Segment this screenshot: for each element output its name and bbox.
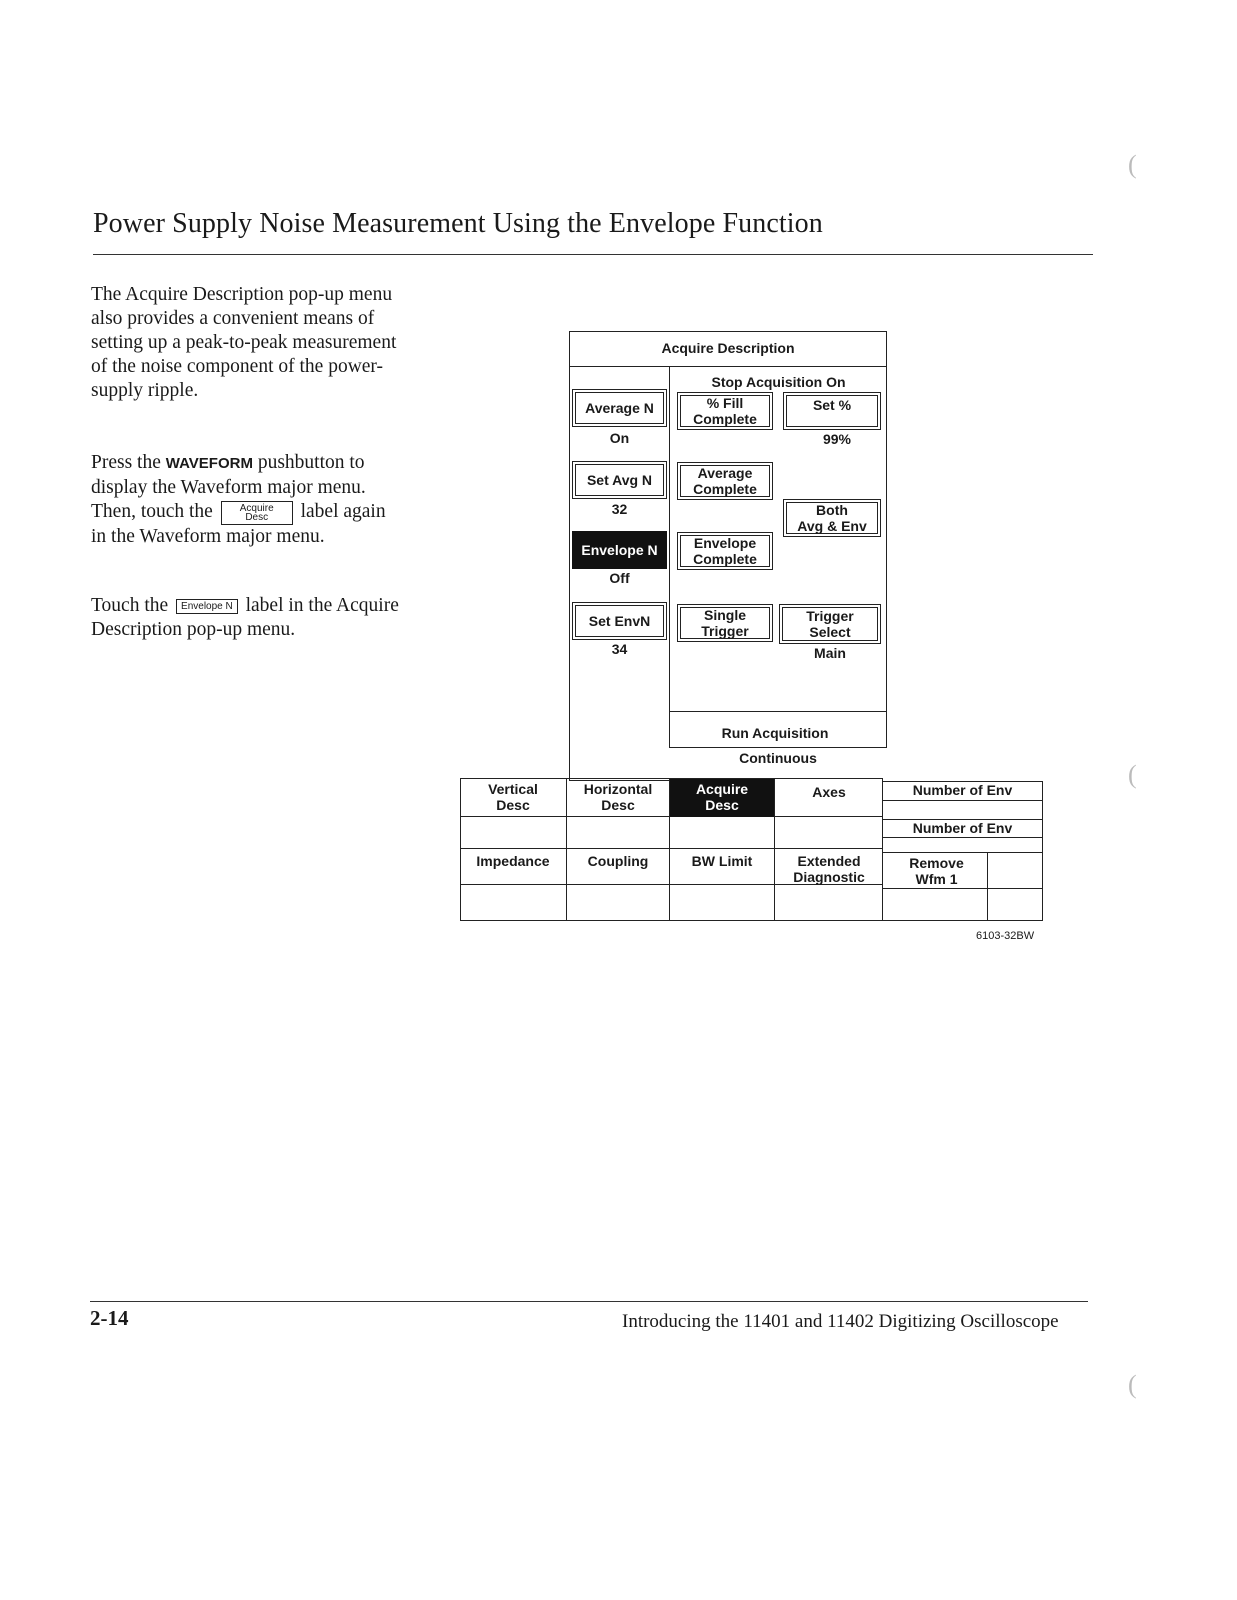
set-avg-n-button[interactable]	[572, 461, 667, 499]
coupling-button[interactable]	[567, 853, 669, 883]
axes-button[interactable]	[775, 784, 883, 816]
inline-acquire-line2: Desc	[245, 511, 269, 523]
average-n-button[interactable]	[572, 389, 667, 427]
para3-text-b: label in the Acquire Description pop-up menu.	[91, 595, 399, 640]
footer-text: Introducing the 11401 and 11402 Digitizing Oscilloscope	[622, 1311, 1059, 1332]
envelope-complete-button[interactable]	[677, 532, 773, 570]
set-envn-button[interactable]	[572, 602, 667, 640]
grid-hline-2	[460, 848, 883, 849]
number-of-env-label-2[interactable]	[882, 820, 1043, 838]
envelope-n-label: Envelope N	[581, 542, 658, 558]
binding-hole-mark: (	[1128, 760, 1137, 789]
fill-complete-line2: Complete	[693, 411, 757, 427]
page-title: Power Supply Noise Measurement Using the Envelope Function	[93, 208, 823, 239]
impedance-button[interactable]	[460, 853, 566, 883]
average-complete-button[interactable]	[677, 462, 773, 500]
both-avg-env-line2: Avg & Env	[797, 518, 867, 534]
horizontal-desc-line2: Desc	[601, 797, 635, 813]
para2-text-a: Press the	[91, 452, 161, 473]
extended-diagnostic-line2: Diagnostic	[793, 869, 865, 885]
horizontal-desc-line1: Horizontal	[583, 781, 653, 797]
fill-complete-line1: % Fill	[706, 395, 744, 411]
trigger-select-value: Main	[814, 645, 846, 661]
paragraph-intro: The Acquire Description pop-up menu also provides a convenient means of setting up a peak-to-peak measurement of the noise component of the power-supply ripple.	[91, 284, 397, 401]
right-hline-5	[882, 888, 1043, 889]
run-continuous-button[interactable]	[669, 748, 887, 781]
envelope-complete-line1: Envelope	[693, 535, 757, 551]
acquire-desc-line2: Desc	[705, 797, 739, 813]
set-percent-label: Set %	[812, 397, 852, 413]
remove-wfm-line1: Remove	[909, 855, 964, 871]
axes-label: Axes	[812, 784, 846, 800]
both-avg-env-button[interactable]	[783, 499, 881, 537]
paragraph-waveform	[91, 451, 401, 549]
title-rule	[93, 254, 1093, 255]
set-percent-value: 99%	[822, 431, 852, 447]
horizontal-desc-button[interactable]	[567, 781, 669, 815]
para2-text-b: pushbutton to display the Waveform major menu. Then, touch the	[91, 452, 366, 522]
set-avg-n-label: Set Avg N	[586, 472, 653, 488]
bw-limit-label: BW Limit	[691, 853, 753, 869]
single-trigger-line1: Single	[703, 607, 746, 623]
waveform-key-label: WAVEFORM	[165, 455, 253, 472]
right-vline	[987, 852, 988, 921]
run-section-top	[669, 711, 887, 712]
trigger-select-line1: Trigger	[806, 608, 854, 624]
set-avg-n-value: 32	[611, 501, 628, 517]
extended-diagnostic-button[interactable]	[775, 853, 883, 887]
binding-hole-mark: (	[1128, 150, 1137, 179]
paragraph-envelope	[91, 594, 401, 642]
popup-column-divider	[669, 366, 670, 781]
remove-wfm-button[interactable]	[886, 855, 987, 887]
right-hline-1	[882, 800, 1043, 801]
envelope-complete-line2: Complete	[693, 551, 757, 567]
average-n-label: Average N	[585, 400, 654, 416]
inline-acquire-desc-button	[221, 501, 293, 525]
page-number: 2-14	[90, 1306, 129, 1330]
popup-title-divider	[569, 366, 887, 367]
number-of-env-text-2: Number of Env	[912, 820, 1013, 836]
vertical-desc-line1: Vertical	[488, 781, 538, 797]
right-hline-4	[882, 852, 1043, 853]
coupling-label: Coupling	[587, 853, 649, 869]
envelope-n-button[interactable]	[572, 531, 667, 569]
acquire-desc-line1: Acquire	[695, 781, 749, 797]
acquire-desc-button[interactable]	[670, 779, 774, 817]
envelope-n-value: Off	[609, 570, 630, 586]
average-n-value: On	[609, 430, 630, 446]
trigger-select-line2: Select	[809, 624, 851, 640]
number-of-env-text-1: Number of Env	[912, 782, 1013, 798]
footer-rule	[90, 1301, 1088, 1302]
popup-title: Acquire Description	[661, 340, 795, 356]
para2-text-c: label again in the Waveform major menu.	[91, 501, 386, 547]
set-envn-value: 34	[611, 641, 628, 657]
set-percent-button[interactable]	[783, 392, 881, 430]
vertical-desc-button[interactable]	[460, 781, 566, 815]
trigger-select-button[interactable]	[779, 604, 881, 644]
average-complete-line2: Complete	[693, 481, 757, 497]
run-continuous-label: Continuous	[739, 750, 817, 766]
para3-text-a: Touch the	[91, 595, 169, 616]
right-menu-area	[882, 781, 1043, 921]
impedance-label: Impedance	[476, 853, 550, 869]
extended-diagnostic-line1: Extended	[797, 853, 861, 869]
fill-complete-button[interactable]	[677, 392, 773, 430]
figure-code: 6103-32BW	[976, 930, 1035, 942]
bw-limit-button[interactable]	[670, 853, 774, 883]
inline-acquire-line1: Acquire	[239, 502, 274, 514]
both-avg-env-line1: Both	[816, 502, 848, 518]
stop-acquisition-heading: Stop Acquisition On	[711, 374, 846, 390]
run-acquisition-heading: Run Acquisition	[721, 725, 829, 741]
single-trigger-button[interactable]	[677, 604, 773, 642]
vertical-desc-line2: Desc	[496, 797, 530, 813]
binding-hole-mark: (	[1128, 1370, 1137, 1399]
inline-envelope-n-button: Envelope N	[176, 599, 238, 614]
set-envn-label: Set EnvN	[588, 613, 651, 629]
average-complete-line1: Average	[697, 465, 753, 481]
single-trigger-line2: Trigger	[701, 623, 749, 639]
number-of-env-label-1[interactable]	[882, 782, 1043, 800]
remove-wfm-line2: Wfm 1	[915, 871, 958, 887]
